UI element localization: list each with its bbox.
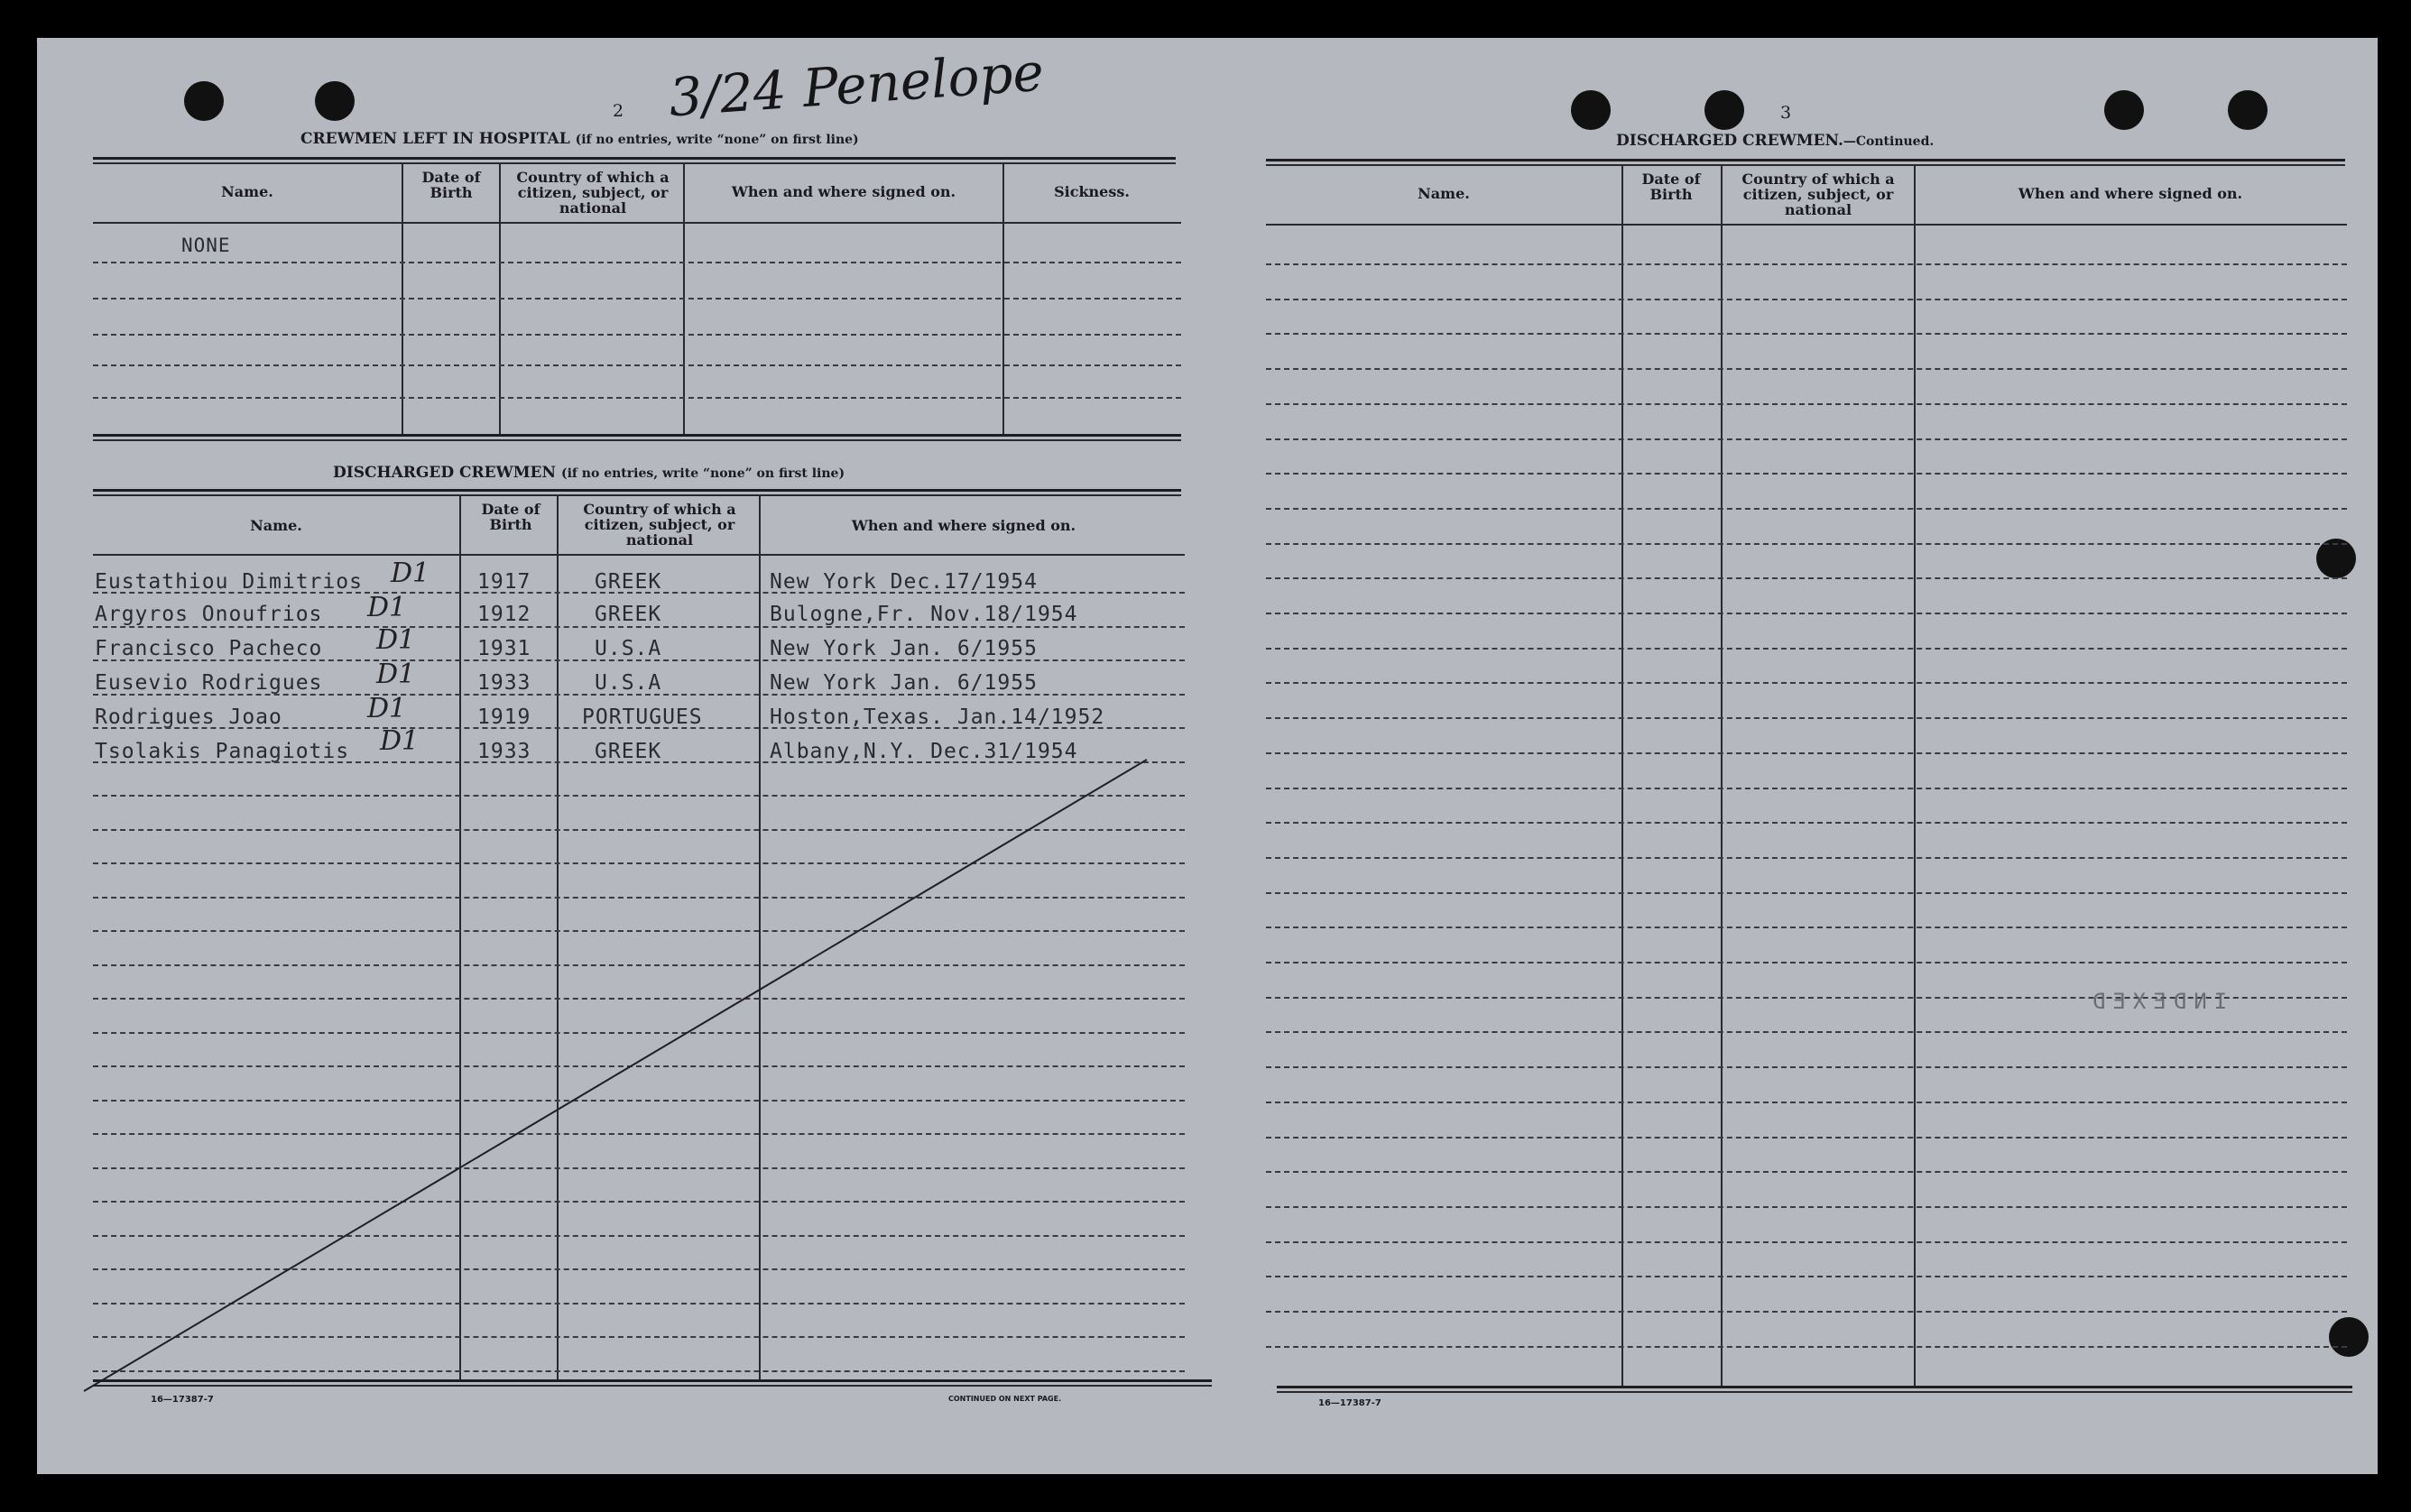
entry-line — [1266, 1206, 2347, 1208]
crew-country: GREEK — [595, 570, 662, 594]
handwritten-mark: D1 — [391, 558, 430, 589]
entry-line — [1266, 752, 2347, 754]
page-number-left: 2 — [613, 101, 624, 121]
right-col-dob: Date of Birth — [1641, 171, 1701, 203]
handwritten-mark: D1 — [376, 659, 416, 690]
crew-country: U.S.A — [595, 671, 662, 695]
discharged-col-name: Name. — [250, 517, 302, 534]
discharged-title-text: DISCHARGED CREWMEN — [333, 464, 557, 482]
entry-line — [1266, 438, 2347, 440]
cancel-diagonal-line — [37, 38, 1228, 1445]
form-number-left: 16—17387-7 — [151, 1395, 214, 1405]
entry-line — [1266, 333, 2347, 335]
column-divider — [1621, 164, 1623, 1386]
entry-line — [1266, 299, 2347, 300]
entry-line — [1266, 473, 2347, 475]
crew-name: Tsolakis Panagiotis — [95, 740, 350, 763]
hospital-title-text: CREWMEN LEFT IN HOSPITAL — [300, 130, 570, 148]
manifest-sheet — [37, 38, 2378, 1474]
indexed-stamp: INDEXED — [2085, 989, 2228, 1014]
table-rule — [1277, 1386, 2352, 1388]
table-rule — [1266, 159, 2345, 161]
punch-hole — [1704, 90, 1744, 130]
handwritten-ship-name: 3/24 Penelope — [667, 41, 1046, 129]
entry-line — [1266, 1311, 2347, 1313]
form-number-right: 16—17387-7 — [1318, 1398, 1381, 1408]
table-rule — [1277, 1391, 2352, 1393]
entry-line — [1266, 1137, 2347, 1139]
entry-line — [1266, 962, 2347, 963]
right-title-text: DISCHARGED CREWMEN. — [1616, 132, 1843, 150]
entry-line — [1266, 927, 2347, 928]
crew-signed-on: Hoston,Texas. Jan.14/1952 — [770, 705, 1105, 729]
crew-dob: 1933 — [477, 740, 531, 763]
crew-dob: 1919 — [477, 705, 531, 729]
punch-hole — [2329, 1317, 2369, 1357]
crew-signed-on: Albany,N.Y. Dec.31/1954 — [770, 740, 1078, 763]
handwritten-mark: D1 — [376, 624, 416, 656]
discharged-col-dob: Date of Birth — [481, 501, 540, 533]
crew-name: Eustathiou Dimitrios — [95, 570, 363, 594]
right-col-signed-on: When and where signed on. — [2018, 185, 2243, 202]
discharged-col-signed-on: When and where signed on. — [851, 517, 1076, 534]
crew-dob: 1912 — [477, 603, 531, 626]
handwritten-mark: D1 — [367, 592, 407, 623]
entry-line — [1266, 368, 2347, 370]
entry-line — [1266, 263, 2347, 265]
entry-line — [1266, 788, 2347, 789]
entry-line — [1266, 1066, 2347, 1068]
crew-name: Eusevio Rodrigues — [95, 671, 323, 695]
hospital-title-instruction: (if no entries, write “none” on first line) — [575, 133, 859, 147]
crew-country: GREEK — [595, 740, 662, 763]
hospital-col-name: Name. — [221, 183, 273, 200]
crew-country: PORTUGUES — [582, 705, 703, 729]
crew-name: Argyros Onoufrios — [95, 603, 323, 626]
entry-line — [1266, 403, 2347, 405]
crew-name: Rodrigues Joao — [95, 705, 282, 729]
punch-hole — [2104, 90, 2144, 130]
right-section-title — [1616, 132, 1934, 150]
handwritten-mark: D1 — [367, 693, 407, 724]
entry-line — [1266, 543, 2347, 545]
right-col-country: Country of which a citizen, subject, or national — [1741, 171, 1895, 218]
entry-line — [1266, 1346, 2347, 1348]
right-title-suffix: —Continued. — [1843, 134, 1935, 149]
continued-note: CONTINUED ON NEXT PAGE. — [948, 1395, 1062, 1403]
hospital-col-dob: Date of Birth — [421, 169, 481, 201]
crew-country: GREEK — [595, 603, 662, 626]
entry-line — [1266, 508, 2347, 510]
entry-line — [1266, 822, 2347, 824]
entry-line — [1266, 682, 2347, 684]
page-number-right: 3 — [1780, 103, 1792, 123]
discharged-title-instruction: (if no entries, write “none” on first line) — [560, 466, 845, 481]
hospital-col-country: Country of which a citizen, subject, or national — [516, 169, 670, 217]
crew-signed-on: Bulogne,Fr. Nov.18/1954 — [770, 603, 1078, 626]
punch-hole — [2316, 539, 2356, 578]
hospital-col-signed-on: When and where signed on. — [731, 183, 956, 200]
crew-signed-on: New York Jan. 6/1955 — [770, 671, 1038, 695]
hospital-none-entry: NONE — [181, 235, 231, 256]
crew-signed-on: New York Dec.17/1954 — [770, 570, 1038, 594]
entry-line — [1266, 1276, 2347, 1277]
punch-hole — [2228, 90, 2268, 130]
entry-line — [1266, 1102, 2347, 1103]
table-rule — [1266, 164, 2345, 166]
handwritten-mark: D1 — [380, 725, 420, 757]
table-rule — [1266, 224, 2347, 226]
entry-line — [1266, 717, 2347, 719]
crew-signed-on: New York Jan. 6/1955 — [770, 637, 1038, 660]
crew-name: Francisco Pacheco — [95, 637, 323, 660]
entry-line — [1266, 613, 2347, 614]
crew-country: U.S.A — [595, 637, 662, 660]
punch-hole — [1571, 90, 1611, 130]
crew-dob: 1931 — [477, 637, 531, 660]
crew-dob: 1933 — [477, 671, 531, 695]
hospital-col-sickness: Sickness. — [1054, 183, 1130, 200]
entry-line — [1266, 648, 2347, 650]
entry-line — [1266, 1031, 2347, 1033]
entry-line — [1266, 1241, 2347, 1243]
crew-dob: 1917 — [477, 570, 531, 594]
right-col-name: Name. — [1418, 185, 1470, 202]
discharged-col-country: Country of which a citizen, subject, or national — [583, 501, 736, 549]
entry-line — [1266, 577, 2347, 579]
entry-line — [1266, 1171, 2347, 1173]
column-divider — [1914, 164, 1916, 1386]
entry-line — [1266, 857, 2347, 859]
column-divider — [1721, 164, 1723, 1386]
entry-line — [1266, 892, 2347, 894]
